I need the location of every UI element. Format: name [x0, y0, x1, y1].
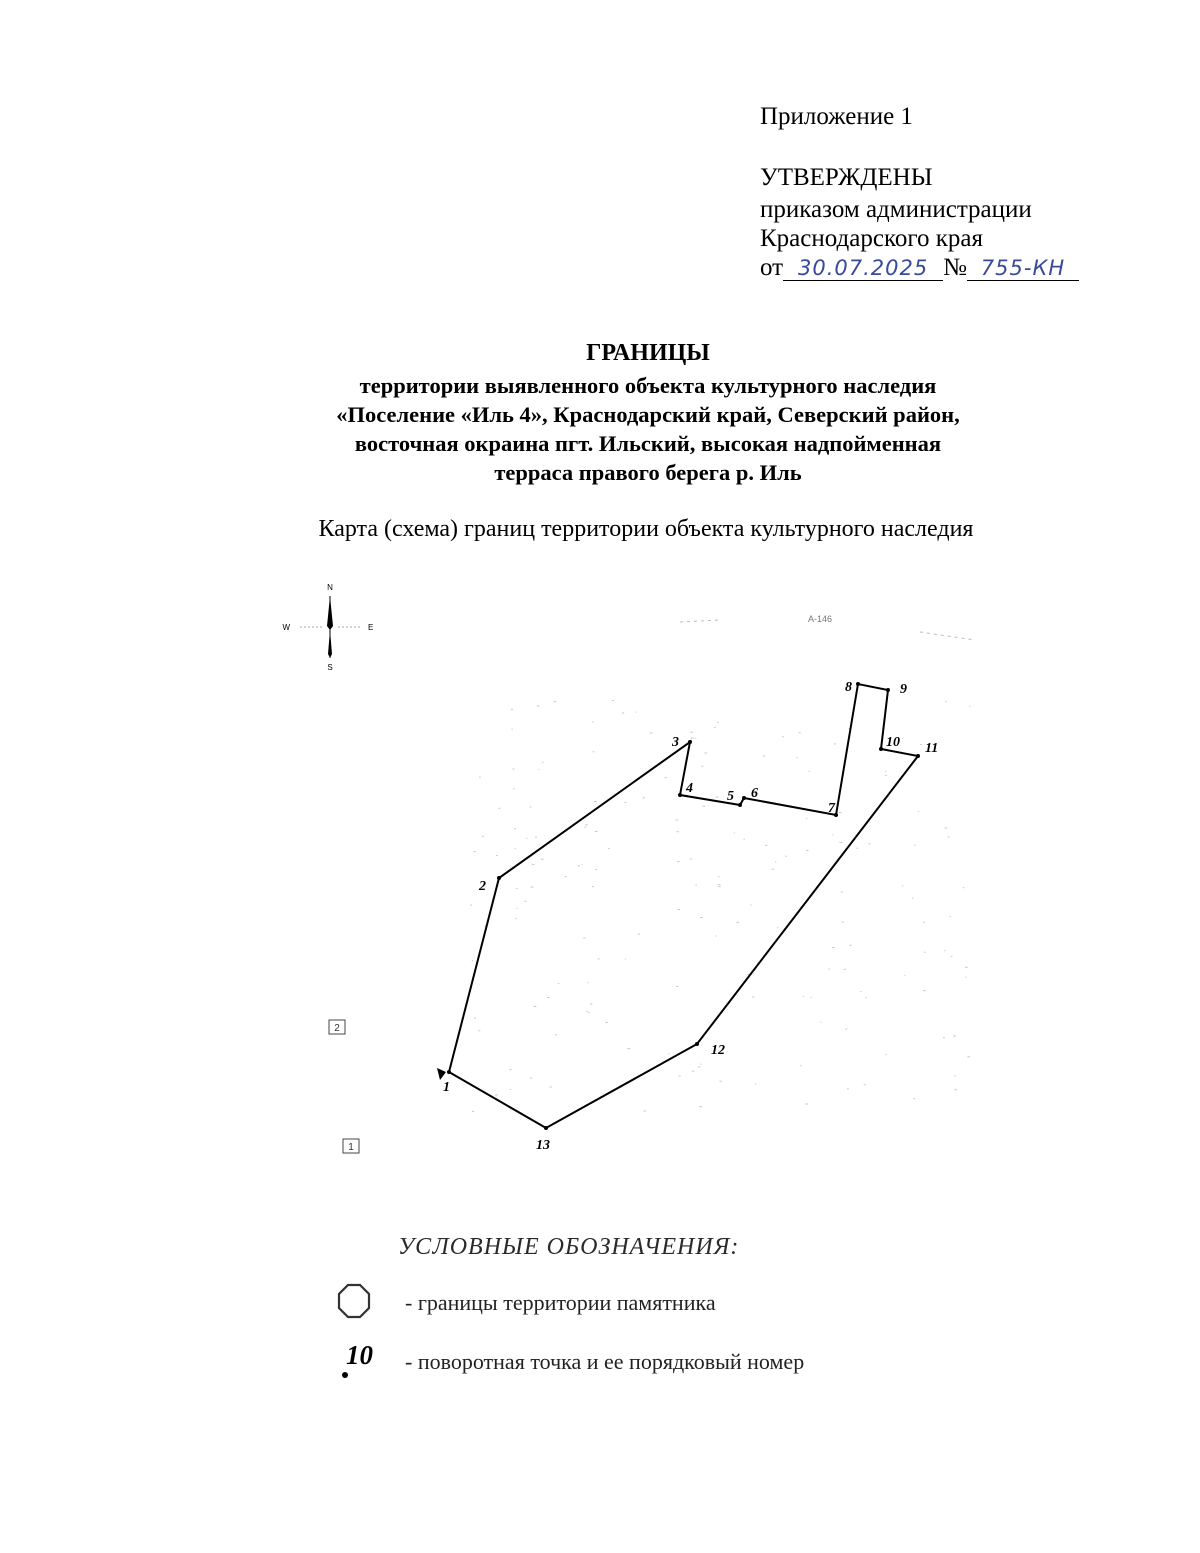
- turning-point-label-9: 9: [900, 682, 907, 697]
- turning-point-label-4: 4: [686, 781, 693, 796]
- legend-point-example: 10: [346, 1340, 373, 1370]
- handwritten-date: 30.07.2025: [783, 256, 943, 281]
- turning-point-label-5: 5: [727, 789, 734, 804]
- turning-point-label-6: 6: [751, 786, 758, 801]
- turning-point-label-10: 10: [886, 735, 900, 750]
- turning-point-label-11: 11: [925, 741, 939, 756]
- turning-point-label-13: 13: [536, 1138, 550, 1153]
- handwritten-number: 755-КН: [967, 256, 1079, 281]
- road-label: А-146: [808, 614, 833, 624]
- order-line-1: приказом администрации: [760, 196, 1032, 223]
- approved-label: УТВЕРЖДЕНЫ: [760, 164, 933, 191]
- turning-point-6: [742, 796, 746, 800]
- title-line-1: территории выявленного объекта культурного наследия: [359, 373, 937, 398]
- svg-text:1: 1: [348, 1142, 354, 1153]
- legend-title: УСЛОВНЫЕ ОБОЗНАЧЕНИЯ:: [398, 1234, 740, 1260]
- compass-east: E: [368, 623, 374, 632]
- turning-point-12: [695, 1042, 699, 1046]
- map-subtitle: Карта (схема) границ территории объекта культурного наследия: [318, 516, 974, 542]
- turning-point-label-12: 12: [711, 1043, 725, 1058]
- legend-point-text: - поворотная точка и ее порядковый номер: [405, 1349, 805, 1374]
- turning-point-8: [856, 682, 860, 686]
- date-prefix: от: [760, 254, 784, 281]
- turning-point-label-2: 2: [479, 879, 486, 894]
- number-prefix: №: [943, 254, 967, 281]
- turning-point-9: [886, 688, 890, 692]
- turning-point-label-3: 3: [672, 735, 679, 750]
- frame-label-2: [329, 1020, 345, 1034]
- turning-point-13: [544, 1126, 548, 1130]
- turning-point-11: [916, 754, 920, 758]
- document-title: ГРАНИЦЫ: [586, 340, 710, 366]
- turning-point-5: [738, 803, 742, 807]
- frame-label-1: [343, 1139, 359, 1153]
- turning-point-4: [678, 793, 682, 797]
- title-line-3: восточная окраина пгт. Ильский, высокая надпойменная: [354, 431, 942, 456]
- boundary-legend-icon: [334, 1282, 374, 1322]
- turning-point-3: [688, 740, 692, 744]
- title-line-4: терраса правого берега р. Иль: [494, 460, 802, 485]
- title-line-2: «Поселение «Иль 4», Краснодарский край, Северский район,: [336, 402, 960, 427]
- turning-point-2: [497, 876, 501, 880]
- turning-point-label-1: 1: [443, 1080, 450, 1095]
- order-line-2: Краснодарского края: [760, 225, 983, 252]
- turning-point-label-7: 7: [828, 801, 835, 816]
- compass-north: N: [327, 583, 333, 592]
- turning-point-10: [879, 747, 883, 751]
- compass-rose-icon: [282, 583, 373, 672]
- territory-boundary: [449, 684, 918, 1128]
- turning-point-1: [447, 1070, 451, 1074]
- compass-west: W: [282, 623, 290, 632]
- compass-south: S: [327, 663, 333, 672]
- legend-point-dot-icon: [342, 1372, 348, 1378]
- legend-boundary-text: - границы территории памятника: [405, 1290, 716, 1315]
- turning-point-label-8: 8: [845, 680, 852, 695]
- svg-text:2: 2: [334, 1023, 340, 1034]
- appendix-label: Приложение 1: [760, 103, 913, 130]
